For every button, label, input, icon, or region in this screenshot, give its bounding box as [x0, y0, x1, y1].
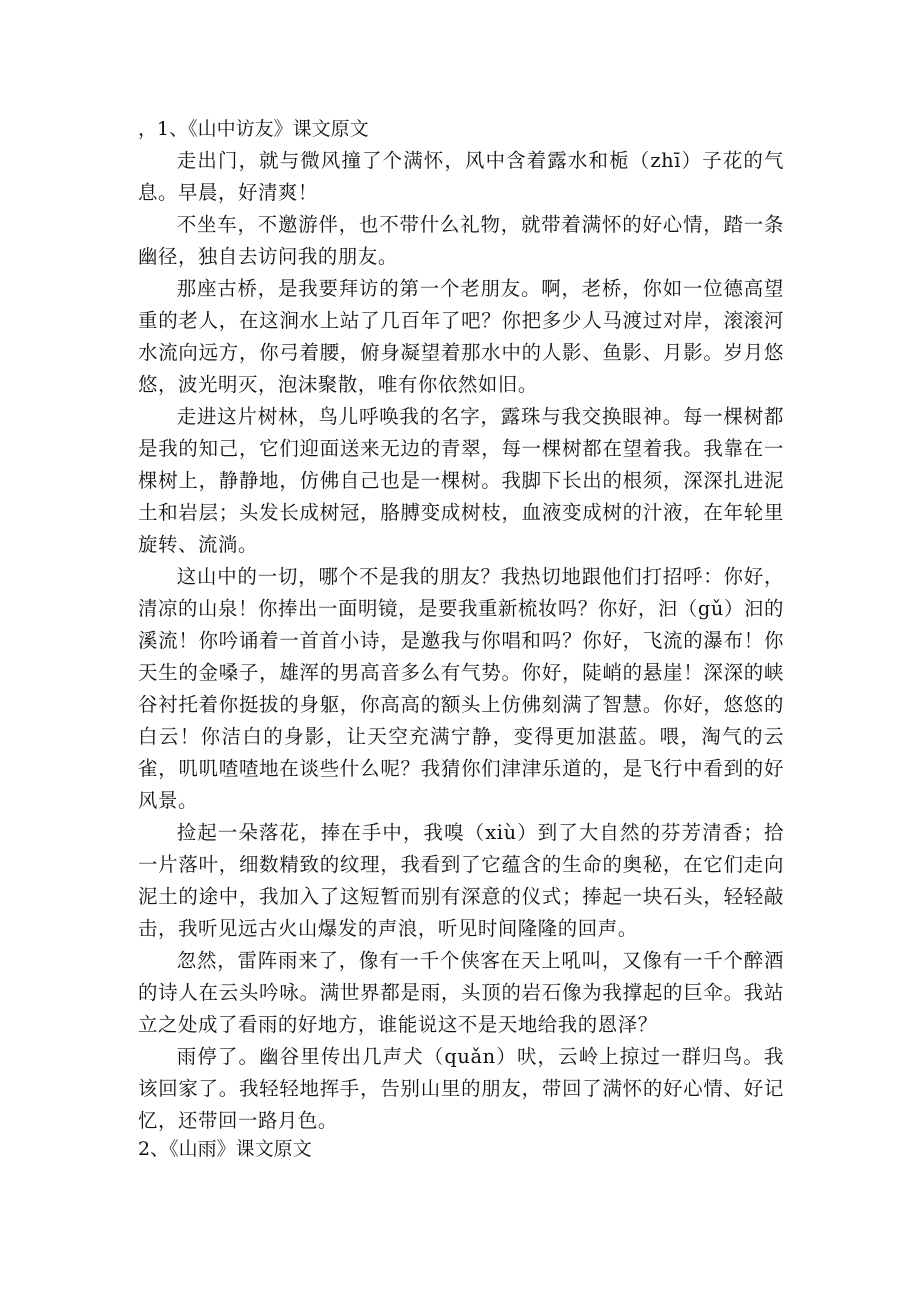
paragraph-1: 走出门，就与微风撞了个满怀，风中含着露水和栀（zhī）子花的气息。早晨，好清爽！ — [138, 149, 784, 204]
paragraph-2: 不坐车，不邀游伴，也不带什么礼物，就带着满怀的好心情，踏一条幽径，独自去访问我的朋友。 — [138, 213, 784, 268]
paragraph-7: 忽然，雷阵雨来了，像有一千个侠客在天上吼叫，又像有一千个醉酒的诗人在云头吟咏。满世界都是雨，头顶的岩石像为我撑起的巨伞。我站立之处成了看雨的好地方，谁能说这不是天地给我的恩泽？ — [138, 949, 784, 1036]
paragraph-8: 雨停了。幽谷里传出几声犬（quǎn）吠，云岭上掠过一群归鸟。我该回家了。我轻轻地挥手，告别山里的朋友，带回了满怀的好心情、好记忆，还带回一路月色。 — [138, 1045, 784, 1132]
section-1-body — [138, 145, 784, 1137]
paragraph-6: 捡起一朵落花，捧在手中，我嗅（xiù）到了大自然的芬芳清香；拾一片落叶，细数精致的纹理，我看到了它蕴含的生命的奥秘，在它们走向泥土的途中，我加入了这短暂而别有深意的仪式；捧起一块石头，轻轻敲击，我听见远古火山爆发的声浪，听见时间隆隆的回声。 — [138, 821, 784, 940]
paragraph-3: 那座古桥，是我要拜访的第一个老朋友。啊，老桥，你如一位德高望重的老人，在这涧水上站了几百年了吧？你把多少人马渡过对岸，滚滚河水流向远方，你弓着腰，俯身凝望着那水中的人影、鱼影、月影。岁月悠悠，波光明灭，泡沫聚散，唯有你依然如旧。 — [138, 277, 784, 396]
paragraph-4: 走进这片树林，鸟儿呼唤我的名字，露珠与我交换眼神。每一棵树都是我的知己，它们迎面送来无边的青翠，每一棵树都在望着我。我靠在一棵树上，静静地，仿佛自己也是一棵树。我脚下长出的根须，深深扎进泥土和岩层；头发长成树冠，胳膊变成树枝，血液变成树的汁液，在年轮里旋转、流淌。 — [138, 405, 784, 556]
section-1-title: ，1、《山中访友》课文原文 — [138, 118, 369, 140]
section-2-title: 2、《山雨》课文原文 — [138, 1138, 312, 1160]
paragraph-5: 这山中的一切，哪个不是我的朋友？我热切地跟他们打招呼：你好，清凉的山泉！你捧出一面明镜，是要我重新梳妆吗？你好，汩（gǔ）汩的溪流！你吟诵着一首首小诗，是邀我与你唱和吗？你好，飞流的瀑布！你天生的金嗓子，雄浑的男高音多么有气势。你好，陡峭的悬崖！深深的峡谷衬托着你挺拔的身躯，你高高的额头上仿佛刻满了智慧。你好，悠悠的白云！你洁白的身影，让天空充满宁静，变得更加湛蓝。喂，淘气的云雀，叽叽喳喳地在谈些什么呢？我猜你们津津乐道的，是飞行中看到的好风景。 — [138, 565, 784, 812]
